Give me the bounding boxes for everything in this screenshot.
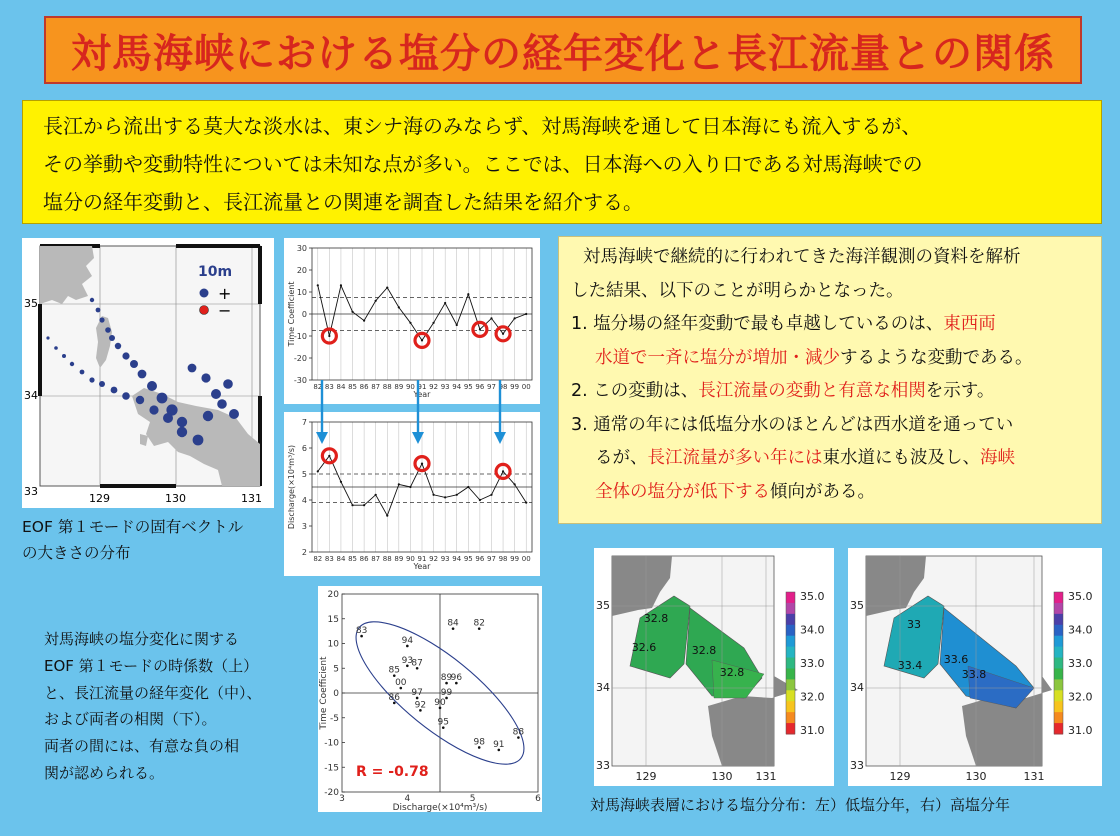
intro-line: 長江から流出する莫大な淡水は、東シナ海のみならず、対馬海峡を通して日本海にも流入するが、 xyxy=(43,114,922,138)
colorbar-tick-label: 32.0 xyxy=(1068,690,1093,704)
x-tick-label: 88 xyxy=(382,555,392,563)
x-tick-label: 90 xyxy=(405,383,415,391)
series-point xyxy=(514,483,516,485)
results-highlight: 全体の塩分が低下する xyxy=(595,481,770,502)
eof-positive-dot xyxy=(109,335,115,341)
series-point xyxy=(398,306,400,308)
lat-label: 34 xyxy=(24,389,38,402)
eof-positive-dot xyxy=(122,392,130,400)
series-point xyxy=(386,287,388,289)
eof-positive-dot xyxy=(163,413,173,423)
results-highlight: 長江流量の変動と有意な相関 xyxy=(698,381,926,401)
salinity-caption: 対馬海峡表層における塩分分布：左）低塩分年，右）高塩分年 xyxy=(590,796,1011,814)
x-tick-label: 91 xyxy=(417,383,427,391)
x-tick-label: 95 xyxy=(463,555,473,563)
y-tick-label: 15 xyxy=(327,614,339,625)
eof-positive-dot xyxy=(138,370,147,379)
lat-label: 35 xyxy=(850,599,864,612)
eof-map-caption xyxy=(22,514,243,566)
colorbar-tick-label: 33.0 xyxy=(800,657,825,670)
x-tick-label: 5 xyxy=(469,794,476,804)
colorbar-segment xyxy=(786,712,795,723)
x-tick-label: 89 xyxy=(394,555,404,563)
results-line: 対馬海峡で継続的に行われてきた海洋観測の資料を解析 xyxy=(583,247,1021,267)
intro-box xyxy=(22,100,1102,224)
x-tick-label: 00 xyxy=(521,383,531,391)
legend-negative-dot xyxy=(200,306,209,315)
x-tick-label: 98 xyxy=(498,555,508,563)
eof-positive-dot xyxy=(62,354,66,358)
series-point xyxy=(317,284,319,286)
page-title: 対馬海峡における塩分の経年変化と長江流量との関係 xyxy=(71,30,1055,77)
eof-positive-dot xyxy=(46,336,49,339)
colorbar-segment xyxy=(786,625,795,636)
scatter-point-label: 00 xyxy=(395,678,407,689)
y-tick-label: 10 xyxy=(296,288,307,297)
y-tick-label: -5 xyxy=(330,713,339,724)
series-point xyxy=(317,470,319,472)
series-point xyxy=(502,333,504,335)
salinity-map-high-panel xyxy=(848,548,1102,786)
results-highlight: 東西両 xyxy=(943,314,996,334)
lon-label: 129 xyxy=(635,770,657,783)
scatter-point-label: 84 xyxy=(447,618,459,629)
results-highlight: 水道で一斉に塩分が増加・減少 xyxy=(595,347,840,368)
y-tick-label: 4 xyxy=(301,496,307,505)
results-item-1-cont xyxy=(571,342,1089,376)
series-point xyxy=(432,322,434,324)
depth-label: 10m xyxy=(198,264,233,280)
series-point xyxy=(375,300,377,302)
series-point xyxy=(479,499,481,501)
series-point xyxy=(490,317,492,319)
series-point xyxy=(398,483,400,485)
lat-label: 33 xyxy=(596,759,610,772)
eof-positive-dot xyxy=(177,417,187,427)
results-text: 2. この変動は、 xyxy=(571,381,699,401)
x-tick-label: 93 xyxy=(440,383,450,391)
colorbar-tick-label: 31.0 xyxy=(1068,724,1093,737)
eof-positive-dot xyxy=(99,381,105,387)
scatter-point-label: 83 xyxy=(355,626,368,637)
colorbar-segment xyxy=(786,668,795,679)
series-point xyxy=(444,496,446,498)
eof-positive-dot xyxy=(147,381,157,391)
y-tick-label: -10 xyxy=(324,738,339,749)
colorbar-segment xyxy=(786,679,795,690)
scatter-point-label: 99 xyxy=(440,687,453,698)
eof-positive-dot xyxy=(70,362,74,366)
caption-line: 関が認められる。 xyxy=(44,763,165,782)
x-tick-label: 6 xyxy=(535,794,541,804)
x-tick-label: 84 xyxy=(336,383,346,391)
scatter-point-label: 96 xyxy=(450,673,463,684)
contour-label: 33 xyxy=(907,618,921,631)
lat-label: 33 xyxy=(24,485,38,498)
x-tick-label: 92 xyxy=(429,383,439,391)
colorbar-segment xyxy=(1054,636,1063,647)
y-axis-label: Discharge(×10⁴m³/s) xyxy=(287,444,296,530)
contour-label: 32.8 xyxy=(719,666,745,679)
eof-positive-dot xyxy=(223,379,233,389)
scatter-point-label: 91 xyxy=(493,739,505,750)
scatter-point-label: 95 xyxy=(437,717,449,728)
scatter-point-label: 88 xyxy=(512,727,525,738)
series-point xyxy=(479,328,481,330)
colorbar-segment xyxy=(1054,592,1063,603)
contour-label: 33.8 xyxy=(961,668,987,681)
colorbar-segment xyxy=(1054,679,1063,690)
y-axis-label: Time Coefficient xyxy=(287,281,296,347)
colorbar-segment xyxy=(786,636,795,647)
y-tick-label: 0 xyxy=(301,310,307,319)
results-item-3-cont xyxy=(571,442,1089,476)
x-tick-label: 96 xyxy=(475,555,485,563)
results-text: るが、 xyxy=(595,448,648,468)
colorbar-segment xyxy=(1054,701,1063,712)
eof-positive-dot xyxy=(99,317,104,322)
y-tick-label: -30 xyxy=(293,376,307,385)
lat-label: 35 xyxy=(596,599,610,612)
results-text: を示す。 xyxy=(925,381,995,401)
results-box xyxy=(558,236,1102,524)
x-tick-label: 95 xyxy=(463,383,473,391)
intro-line: 塩分の経年変動と、長江流量との関連を調査した結果を紹介する。 xyxy=(43,190,643,214)
results-text: 3. 通常の年には低塩分水のほとんどは西水道を通ってい xyxy=(571,414,1014,435)
x-tick-label: 87 xyxy=(371,555,381,563)
correspondence-arrows xyxy=(284,380,540,470)
x-tick-label: 88 xyxy=(382,383,392,391)
x-tick-label: 82 xyxy=(313,383,323,391)
scatter-point-label: 94 xyxy=(401,635,414,646)
y-tick-label: 2 xyxy=(301,548,307,557)
contour-label: 32.8 xyxy=(691,644,717,657)
colorbar-segment xyxy=(1054,647,1063,658)
eof-positive-dot xyxy=(80,370,85,375)
series-point xyxy=(502,470,504,472)
y-tick-label: 0 xyxy=(333,689,339,699)
results-highlight: 長江流量が多い年には xyxy=(647,448,823,468)
eof-positive-dot xyxy=(201,373,210,382)
series-point xyxy=(363,504,365,506)
colorbar-segment xyxy=(1054,723,1063,734)
x-tick-label: 83 xyxy=(324,383,334,391)
correlation-caption xyxy=(44,626,262,787)
results-item-3 xyxy=(571,409,1089,443)
series-point xyxy=(490,494,492,496)
colorbar-tick-label: 34.0 xyxy=(800,623,825,637)
eof-positive-dot xyxy=(105,327,111,333)
colorbar-segment xyxy=(1054,603,1063,614)
contour-label: 32.6 xyxy=(631,641,657,654)
results-text: 東水道にも波及し、 xyxy=(822,448,980,468)
x-tick-label: 3 xyxy=(339,794,345,804)
title-banner xyxy=(44,16,1082,84)
series-point xyxy=(456,324,458,326)
series-point xyxy=(409,322,411,324)
x-tick-label: 94 xyxy=(452,555,462,563)
colorbar-segment xyxy=(1054,625,1063,636)
y-tick-label: 7 xyxy=(301,418,307,427)
results-item-3-cont2 xyxy=(571,476,1089,510)
contour-label: 33.6 xyxy=(943,653,969,666)
x-tick-label: 97 xyxy=(487,383,496,391)
series-point xyxy=(386,515,388,517)
caption-line: EOF 第１モードの固有ベクトル xyxy=(22,518,244,536)
colorbar-tick-label: 32.0 xyxy=(800,690,825,704)
x-axis-label: Discharge(×10⁴m³/s) xyxy=(392,803,488,812)
scatter-point-label: 82 xyxy=(473,618,485,629)
results-line: した結果、以下のことが明らかとなった。 xyxy=(571,280,904,301)
x-tick-label: 86 xyxy=(359,383,369,391)
lat-label: 35 xyxy=(24,297,38,310)
x-tick-label: 94 xyxy=(452,383,462,391)
scatter-point-label: 92 xyxy=(414,700,427,711)
eof-map xyxy=(22,238,274,508)
eof-positive-dot xyxy=(96,308,101,313)
eof-positive-dot xyxy=(188,364,197,373)
x-tick-label: 96 xyxy=(475,383,485,391)
x-tick-label: 97 xyxy=(487,555,496,563)
intro-line: その挙動や変動特性については未知な点が多い。ここでは、日本海への入り口である対馬海峡での xyxy=(43,152,923,176)
colorbar-tick-label: 35.0 xyxy=(1068,590,1093,603)
y-tick-label: 5 xyxy=(301,470,307,479)
salinity-map-low xyxy=(594,548,834,786)
y-tick-label: 20 xyxy=(296,266,307,275)
legend-minus: − xyxy=(218,301,232,320)
x-tick-label: 86 xyxy=(359,555,369,563)
colorbar-segment xyxy=(1054,712,1063,723)
x-tick-label: 00 xyxy=(521,555,531,563)
series-point xyxy=(351,311,353,313)
y-axis-label: Time Coefficient xyxy=(319,656,329,730)
x-tick-label: 82 xyxy=(313,555,323,563)
eof-positive-dot xyxy=(111,387,118,394)
lon-label: 130 xyxy=(165,492,186,505)
x-tick-label: 98 xyxy=(498,383,508,391)
lat-label: 34 xyxy=(596,681,610,694)
eof-positive-dot xyxy=(217,399,227,409)
series-point xyxy=(351,504,353,506)
lon-label: 129 xyxy=(89,492,110,505)
colorbar-tick-label: 34.0 xyxy=(1068,623,1093,637)
salinity-map-low-panel xyxy=(594,548,834,786)
y-tick-label: 10 xyxy=(327,639,339,650)
x-tick-label: 90 xyxy=(405,555,415,563)
colorbar-segment xyxy=(1054,690,1063,701)
series-point xyxy=(363,320,365,322)
caption-line: および両者の相関（下）。 xyxy=(44,710,217,729)
eof-positive-dot xyxy=(149,405,158,414)
eof-positive-dot xyxy=(157,393,168,404)
x-tick-label: 91 xyxy=(417,555,427,563)
x-tick-label: 99 xyxy=(510,555,520,563)
y-tick-label: 6 xyxy=(301,444,307,453)
lon-label: 130 xyxy=(965,770,987,783)
series-point xyxy=(514,317,516,319)
eof-positive-dot xyxy=(90,298,94,302)
lon-label: 130 xyxy=(711,770,733,783)
series-point xyxy=(340,481,342,483)
caption-line: と、長江流量の経年変化（中）、 xyxy=(44,683,262,702)
series-point xyxy=(525,313,527,315)
x-tick-label: 93 xyxy=(440,555,450,563)
colorbar-segment xyxy=(786,592,795,603)
correlation-annotation: R = -0.78 xyxy=(356,764,429,781)
lat-label: 34 xyxy=(850,681,864,694)
lon-label: 131 xyxy=(1023,770,1045,783)
eof-positive-dot xyxy=(122,352,129,359)
caption-line: 両者の間には、有意な負の相 xyxy=(44,737,240,756)
x-tick-label: 85 xyxy=(348,555,357,563)
colorbar-segment xyxy=(786,723,795,734)
series-point xyxy=(409,486,411,488)
x-tick-label: 92 xyxy=(429,555,439,563)
x-tick-label: 87 xyxy=(371,383,381,391)
scatter-point-label: 89 xyxy=(440,673,453,684)
colorbar-segment xyxy=(786,690,795,701)
contour-label: 32.8 xyxy=(643,612,669,625)
y-tick-label: 30 xyxy=(296,244,307,253)
series-point xyxy=(375,494,377,496)
y-tick-label: 5 xyxy=(333,664,339,675)
colorbar-segment xyxy=(786,647,795,658)
colorbar-tick-label: 33.0 xyxy=(1068,657,1093,670)
eof-positive-dot xyxy=(193,435,204,446)
eof-positive-dot xyxy=(229,409,239,419)
results-item-2 xyxy=(571,375,1089,409)
series-point xyxy=(467,486,469,488)
results-text: 傾向がある。 xyxy=(770,481,875,502)
y-tick-label: -20 xyxy=(324,788,339,798)
lon-label: 131 xyxy=(241,492,262,505)
scatter-chart-panel xyxy=(318,586,542,812)
lat-label: 33 xyxy=(850,759,864,772)
eof-positive-dot xyxy=(136,396,144,404)
colorbar-segment xyxy=(1054,614,1063,625)
colorbar-segment xyxy=(786,658,795,669)
eof-positive-dot xyxy=(203,411,213,421)
y-tick-label: -20 xyxy=(293,354,307,363)
results-text: 1. 塩分場の経年変動で最も卓越しているのは、 xyxy=(571,314,944,334)
x-tick-label: 83 xyxy=(324,555,334,563)
scatter-point-label: 85 xyxy=(388,665,400,676)
eof-positive-dot xyxy=(115,343,121,349)
series-point xyxy=(444,302,446,304)
legend-plus: + xyxy=(218,284,232,303)
scatter-point-label: 86 xyxy=(388,692,400,703)
lon-label: 129 xyxy=(889,770,911,783)
y-tick-label: 20 xyxy=(327,590,339,600)
legend-positive-dot xyxy=(200,289,209,298)
colorbar-tick-label: 35.0 xyxy=(800,590,825,603)
x-axis-label: Year xyxy=(413,390,431,399)
caption-line: の大きさの分布 xyxy=(22,544,131,562)
colorbar-segment xyxy=(786,614,795,625)
y-tick-label: -10 xyxy=(293,332,307,341)
land-korea xyxy=(40,246,94,304)
x-tick-label: 4 xyxy=(404,794,411,804)
x-tick-label: 84 xyxy=(336,555,346,563)
x-axis-label: Year xyxy=(413,562,431,571)
colorbar-segment xyxy=(786,603,795,614)
series-point xyxy=(328,335,330,337)
scatter-point-label: 90 xyxy=(434,697,446,708)
salinity-map-high xyxy=(848,548,1102,786)
eof-positive-dot xyxy=(54,346,58,350)
colorbar-segment xyxy=(786,701,795,712)
colorbar-tick-label: 31.0 xyxy=(800,724,825,737)
colorbar-segment xyxy=(1054,658,1063,669)
eof-positive-dot xyxy=(177,427,187,437)
contour-label: 33.4 xyxy=(897,659,923,672)
colorbar-segment xyxy=(1054,668,1063,679)
eof-positive-dot xyxy=(130,360,138,368)
scatter-chart xyxy=(318,586,542,812)
results-item-1 xyxy=(571,308,1089,342)
eof-map-panel xyxy=(22,238,274,508)
lon-label: 131 xyxy=(755,770,777,783)
y-tick-label: 3 xyxy=(301,522,307,531)
eof-positive-dot xyxy=(211,389,221,399)
series-point xyxy=(525,502,527,504)
series-point xyxy=(340,284,342,286)
results-text: するような変動である。 xyxy=(840,347,1033,368)
caption-line: EOF 第１モードの時係数（上） xyxy=(44,656,259,675)
x-tick-label: 99 xyxy=(510,383,520,391)
series-point xyxy=(456,494,458,496)
series-point xyxy=(421,339,423,341)
scatter-point-label: 97 xyxy=(411,687,423,698)
x-tick-label: 85 xyxy=(348,383,357,391)
series-point xyxy=(432,494,434,496)
x-tick-label: 89 xyxy=(394,383,404,391)
scatter-point-label: 98 xyxy=(473,737,485,748)
caption-line: 対馬海峡の塩分変化に関する xyxy=(44,630,240,648)
eof-positive-dot xyxy=(89,377,94,382)
series-point xyxy=(467,293,469,295)
results-highlight: 海峡 xyxy=(980,448,1015,468)
scatter-point-label: 87 xyxy=(411,658,423,669)
y-tick-label: -15 xyxy=(324,763,339,774)
scatter-point-label: 93 xyxy=(401,655,414,666)
